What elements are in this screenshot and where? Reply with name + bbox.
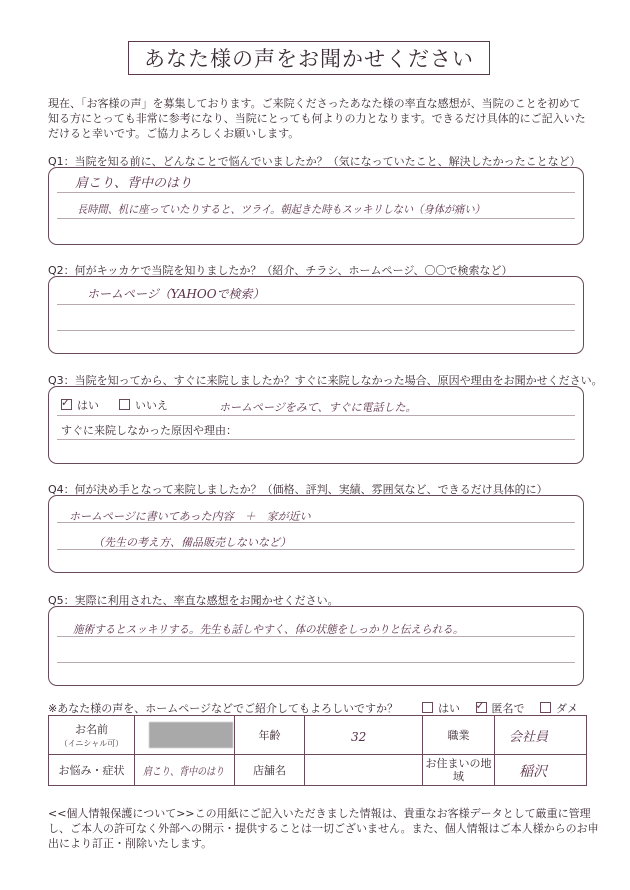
job-field[interactable] xyxy=(495,716,587,755)
q3-answer-box[interactable] xyxy=(48,386,584,464)
name-label-cell: お名前 （イニシャル可） xyxy=(49,716,135,755)
job-value: 会社員 xyxy=(509,730,549,745)
ruled-line xyxy=(57,218,575,219)
age-field[interactable] xyxy=(305,716,423,755)
q5-answer-box[interactable] xyxy=(48,606,584,686)
region-value: 稲沢 xyxy=(519,764,547,780)
q5-handwritten-answer: 施術するとスッキリする。先生も話しやすく、体の状態をしっかりと伝えられる。 xyxy=(73,623,464,636)
checkbox-icon[interactable] xyxy=(119,399,130,410)
q3-no-option[interactable]: いいえ xyxy=(119,397,168,413)
q4-handwritten-answer-2: （先生の考え方、備品販売しないなど） xyxy=(93,536,291,549)
privacy-notice: <<個人情報保護について>>この用紙にご記入いただきました情報は、貴重なお客様データとして厳重に管理し、ご本人の許可なく外部への開示・提供することは一切ございません。また、個人情報はご本人様からのお申出により訂正・削除いたします。 xyxy=(48,807,599,850)
q4-label: Q4：何が決め手となって来院しましたか？（価格、評判、実績、雰囲気など、できるだけ具体的に） xyxy=(48,483,548,496)
q3-handwritten-answer: ホームページをみて、すぐに電話した。 xyxy=(219,401,417,414)
consent-option-anonymous[interactable]: ✓ 匿名で xyxy=(476,702,525,715)
age-label: 年齢 xyxy=(235,716,305,755)
region-label: お住まいの地域 xyxy=(423,755,495,786)
q4-handwritten-answer-1: ホームページに書いてあった内容 ＋ 家が近い xyxy=(69,510,311,523)
region-field[interactable] xyxy=(495,755,587,786)
checkbox-checked-icon[interactable] xyxy=(476,702,487,713)
symptom-label: お悩み・症状 xyxy=(49,755,135,786)
q1-handwritten-answer-1: 肩こり、背中のはり xyxy=(75,176,193,191)
q3-label: Q3：当院を知ってから、すぐに来院しましたか？すぐに来院しなかった場合、原因や理由をお聞かせください。 xyxy=(48,374,603,387)
q1-label: Q1：当院を知る前に、どんなことで悩んでいましたか？（気になっていたこと、解決したかったことなど） xyxy=(48,155,581,168)
consent-question: ※あなた様の声を、ホームページなどでご紹介してもよろしいですか？ xyxy=(48,702,398,715)
ruled-line xyxy=(57,415,575,416)
q3-reason-label: すぐに来院しなかった原因や理由： xyxy=(61,424,237,437)
checkbox-icon[interactable] xyxy=(422,702,433,713)
q5-label: Q5：実際に利用された、率直な感想をお聞かせください。 xyxy=(48,594,339,607)
symptom-field[interactable] xyxy=(135,755,235,786)
consent-option-yes[interactable]: はい xyxy=(422,702,460,715)
symptom-value: 肩こり、背中のはり xyxy=(143,765,225,778)
q4-answer-box[interactable] xyxy=(48,495,584,573)
name-field[interactable] xyxy=(135,716,235,755)
checkbox-icon[interactable] xyxy=(540,702,551,713)
redacted-name xyxy=(149,722,233,748)
consent-options xyxy=(422,700,590,716)
q1-handwritten-answer-2: 長時間、机に座っていたりすると、ツライ。朝起きた時もスッキリしない（身体が痛い） xyxy=(77,203,485,216)
survey-title: あなた様の声をお聞かせください xyxy=(128,41,490,75)
q1-answer-box[interactable] xyxy=(48,167,584,245)
q3-yes-option[interactable]: ✓はい xyxy=(61,397,99,413)
ruled-line xyxy=(57,662,575,663)
q2-handwritten-answer: ホームページ（YAHOOで検索） xyxy=(87,287,265,301)
ruled-line xyxy=(57,304,575,305)
ruled-line xyxy=(57,439,575,440)
age-value: 32 xyxy=(351,730,367,744)
job-label: 職業 xyxy=(423,716,495,755)
ruled-line xyxy=(57,192,575,193)
consent-option-no[interactable]: ダメ xyxy=(540,702,578,715)
intro-text: 現在、「お客様の声」を募集しております。ご来院くださったあなた様の率直な感想が、当院のことを初めて知る方にとっても非常に参考になり、当院にとっても何よりの力となります。できるだけ具体的にご記入いただけると幸いです。ご協力よろしくお願いします。 xyxy=(48,97,586,140)
ruled-line xyxy=(57,330,575,331)
q2-answer-box[interactable] xyxy=(48,276,584,354)
q2-label: Q2：何がキッカケで当院を知りましたか？（紹介、チラシ、ホームページ、〇〇で検索など） xyxy=(48,264,513,277)
store-label: 店舗名 xyxy=(235,755,305,786)
checkbox-checked-icon[interactable] xyxy=(61,399,72,410)
customer-info-table xyxy=(48,715,587,786)
store-field[interactable] xyxy=(305,755,423,786)
